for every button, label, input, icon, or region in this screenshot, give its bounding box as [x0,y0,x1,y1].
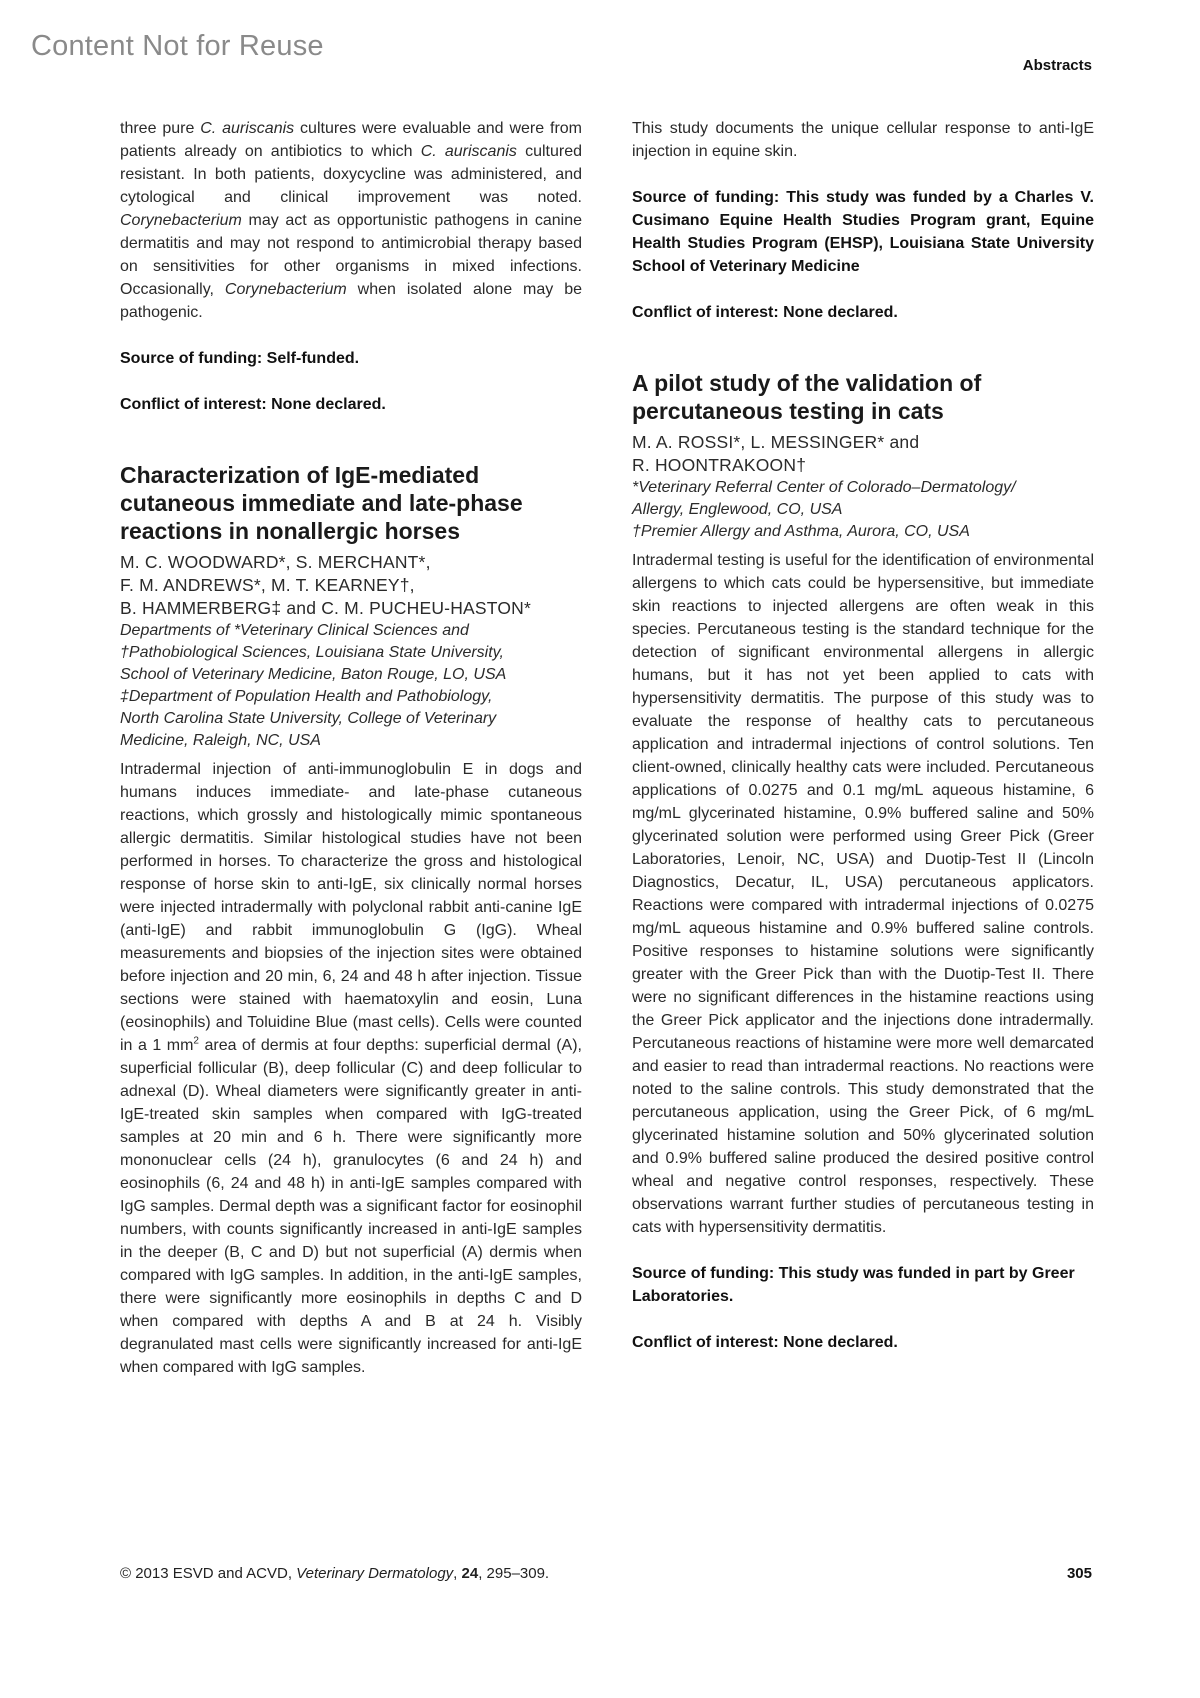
volume-number: 24 [461,1565,479,1582]
journal-name: Veterinary Dermatology [296,1565,454,1582]
affiliation-line: ‡Department of Population Health and Pathobiology, [120,688,493,705]
abstract-text: Intradermal testing is useful for the identification of environmental allergens to which cats could be hypersensitive, but immediate skin reactions to injected allergens are often weak in this species. Percutaneous testing is the standard technique for the detection of significant environmental allergens in allergic humans, but it has not yet been applied to cats with hypersensitivity dermatitis. The purpose of this study was to evaluate the response of healthy cats to percutaneous application and intradermal injections of control solutions. Ten client-owned, clinically healthy cats were included. Percutaneous applications of 0.0275 and 0.1 mg/mL aqueous histamine, 6 mg/mL glycerinated histamine, 0.9% buffered saline and 50% glycerinated solution were performed using Greer Pick (Greer Laboratories, Lenoir, NC, USA) and Duotip-Test II (Lincoln Diagnostics, Decatur, IL, USA) percutaneous applicators. Reactions were compared with intradermal injections of 0.0275 mg/mL aqueous histamine and 0.9% buffered saline controls. Positive responses to histamine solutions were significantly greater with the Greer Pick than with the Duotip-Test II. There were no significant differences in the histamine reactions using the Greer Pick applicator and the injections done intradermally. Percutaneous reactions of histamine were more well demarcated and easier to read than intradermal reactions. No reactions were noted to the saline controls. This study demonstrated that the percutaneous application, using the Greer Pick, of 6 mg/mL glycerinated histamine solution and 50% glycerinated solution and 0.9% buffered saline produced the desired positive control wheal and negative control responses, respectively. These observations warrant further studies of percutaneous testing in cats with hypersensitivity dermatitis. [632,552,1094,1236]
author-list [120,551,582,620]
text-run: cultured resistant. In both patients, doxycycline was administered, and cytological and clinical improvement was noted. [120,143,582,206]
author-line: B. HAMMERBERG‡ and C. M. PUCHEU-HASTON* [120,598,532,618]
species-name: C. auriscanis [420,143,517,160]
author-list [632,431,1094,477]
copyright-footer [120,1565,549,1582]
watermark: Content Not for Reuse [31,30,324,62]
text-run: Intradermal injection of anti-immunoglobulin E in dogs and humans induces immediate- and late-phase cutaneous reactions, which grossly and histologically mimic spontaneous allergic dermatitis. Similar histological studies have not been performed in horses. To characterize the gross and histological response of horse skin to anti-IgE, six clinically normal horses were injected intradermally with polyclonal rabbit anti-canine IgE (anti-IgE) and rabbit immunoglobulin G (IgG). Wheal measurements and biopsies of the injection sites were obtained before injection and 20 min, 6, 24 and 48 h after injection. Tissue sections were stained with haematoxylin and eosin, Luna (eosinophils) and Toluidine Blue (mast cells). Cells were counted in a 1 mm [120,761,582,1054]
author-line: R. HOONTRAKOON† [632,455,807,475]
abstract-text [120,758,582,1379]
funding-statement: Source of funding: Self-funded. [120,350,360,367]
running-head: Abstracts [1022,57,1092,74]
affiliation-line: Departments of *Veterinary Clinical Sciences and [120,622,469,639]
species-name: C. auriscanis [200,120,295,137]
article-title: A pilot study of the validation of percutaneous testing in cats [632,370,982,424]
affiliation-line: †Premier Allergy and Asthma, Aurora, CO, USA [632,523,970,540]
author-line: M. C. WOODWARD*, S. MERCHANT*, [120,552,431,572]
page-number: 305 [1066,1565,1092,1582]
text-run: when isolated alone may be pathogenic. [120,281,583,321]
text-run: may act as opportunistic pathogens in canine dermatitis and may not respond to antimicrobial therapy based on sensitivities for other organisms in mixed infections. Occasionally, [120,212,582,298]
continued-text-right: This study documents the unique cellular response to anti-IgE injection in equine skin. [632,120,1094,160]
funding-statement: Source of funding: This study was funded by a Charles V. Cusimano Equine Health Studies Program grant, Equine Health Studies Program (EHSP), Louisiana State University School of Veterinary Medicine [632,189,1094,275]
right-column [632,117,1094,1354]
text-run: cultures were evaluable and were from patients already on antibiotics to which [120,120,583,160]
continued-text-left [120,117,582,324]
affiliation-line: North Carolina State University, College of Veterinary [120,710,497,727]
page-range: , 295–309. [478,1565,550,1582]
copyright-text: © 2013 ESVD and ACVD, [120,1565,297,1582]
affiliation-line: School of Veterinary Medicine, Baton Rouge, LO, USA [120,666,507,683]
article-title: Characterization of IgE-mediated cutaneous immediate and late-phase reactions in nonallergic horses [120,462,523,544]
affiliation-line: †Pathobiological Sciences, Louisiana State University, [120,644,504,661]
genus-name: Corynebacterium [120,212,242,229]
conflict-statement: Conflict of interest: None declared. [632,304,898,321]
affiliations [632,477,1094,543]
conflict-statement: Conflict of interest: None declared. [120,396,386,413]
left-column [120,117,582,1379]
affiliation-line: *Veterinary Referral Center of Colorado–Dermatology/ [632,479,1016,496]
conflict-statement: Conflict of interest: None declared. [632,1334,898,1351]
separator: , [453,1565,462,1582]
text-run: three pure [120,120,201,137]
text-run: area of dermis at four depths: superficial dermal (A), superficial follicular (B), deep follicular (C) and deep follicular to adnexal (D). Wheal diameters were significantly greater in anti-IgE-treated skin samples when compared with IgG-treated samples at 20 min and 6 h. There were significantly more mononuclear cells (24 h), granulocytes (6 and 24 h) and eosinophils (6, 24 and 48 h) in anti-IgE samples compared with IgG samples. Dermal depth was a significant factor for eosinophil numbers, with counts significantly increased in anti-IgE samples in the deeper (B, C and D) but not superficial (A) dermis when compared with IgG samples. In addition, in the anti-IgE samples, there were significantly more eosinophils in depths C and D when compared with depths A and B at 24 h. Visibly degranulated mast cells were significantly increased for anti-IgE when compared with IgG samples. [120,1037,582,1376]
superscript: 2 [193,1035,199,1047]
affiliation-line: Allergy, Englewood, CO, USA [632,501,843,518]
author-line: M. A. ROSSI*, L. MESSINGER* and [632,432,920,452]
affiliation-line: Medicine, Raleigh, NC, USA [120,732,321,749]
affiliations [120,620,582,752]
funding-statement: Source of funding: This study was funded in part by Greer Laboratories. [632,1265,1075,1305]
author-line: F. M. ANDREWS*, M. T. KEARNEY†, [120,575,415,595]
genus-name: Corynebacterium [224,281,347,298]
